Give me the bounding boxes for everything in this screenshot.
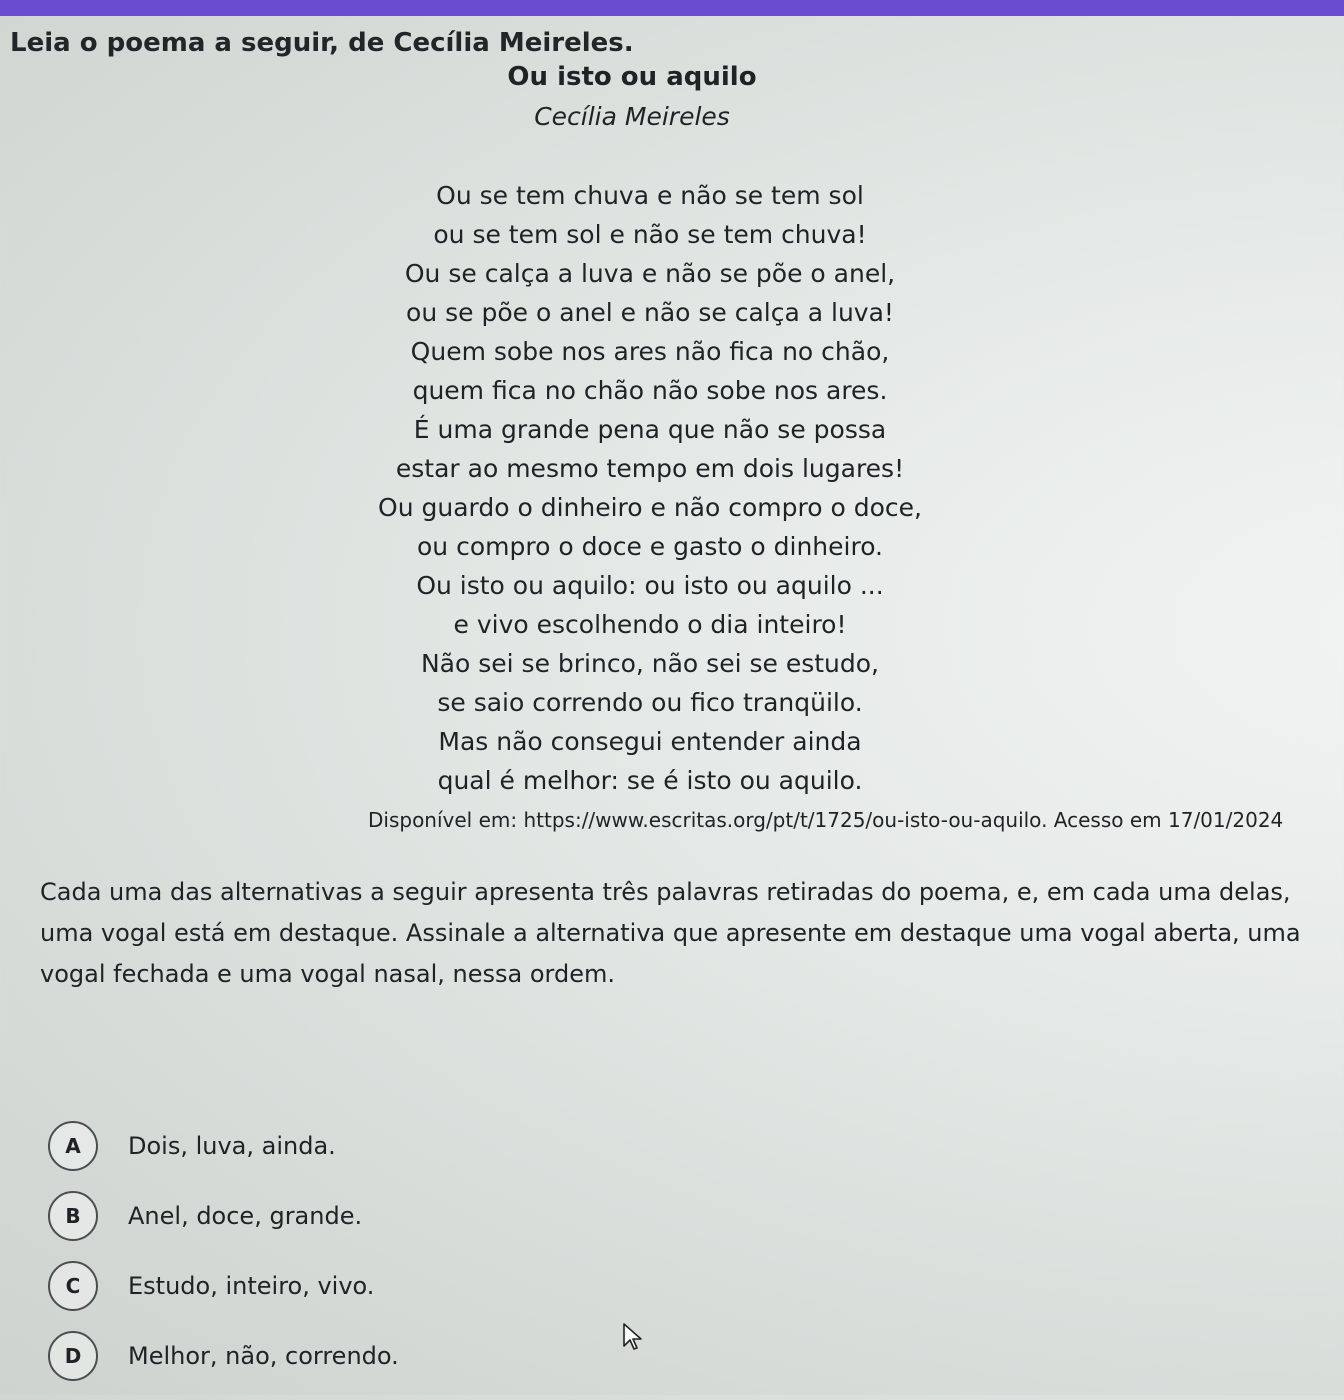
question-text: Cada uma das alternativas a seguir apresenta três palavras retiradas do poema, e, em cada uma delas, uma vogal está em destaque. Assinale a alternativa que apresente em destaque uma vogal aberta, uma vogal fechada e uma vogal nasal, nessa ordem.: [40, 878, 1301, 988]
poem-title: Ou isto ou aquilo: [507, 62, 757, 92]
option-d-letter: D: [48, 1331, 98, 1381]
poem-verse: Não sei se brinco, não sei se estudo,: [420, 649, 879, 678]
poem-source: Disponível em: https://www.escritas.org/pt/t/1725/ou-isto-ou-aquilo. Acesso em 17/01/2024: [368, 808, 1284, 832]
top-bar: [0, 0, 1344, 16]
option-b-text: Anel, doce, grande.: [128, 1202, 363, 1230]
poem-verse: É uma grande pena que não se possa: [413, 415, 887, 444]
poem-verse: e vivo escolhendo o dia inteiro!: [453, 610, 847, 639]
poem-verse: Ou guardo o dinheiro e não compro o doce,: [378, 493, 922, 522]
poem-verse: qual é melhor: se é isto ou aquilo.: [437, 766, 863, 795]
mouse-pointer-icon: [622, 1322, 644, 1352]
option-c-letter: C: [48, 1261, 98, 1311]
poem-verse: ou se põe o anel e não se calça a luva!: [406, 298, 894, 327]
poem-verse: estar ao mesmo tempo em dois lugares!: [395, 454, 905, 483]
option-b[interactable]: [48, 1190, 399, 1242]
option-a-letter: A: [48, 1121, 98, 1171]
poem-verse: Mas não consegui entender ainda: [438, 727, 862, 756]
option-b-letter: B: [48, 1191, 98, 1241]
poem-author: Cecília Meireles: [534, 102, 730, 131]
poem-verse: se saio correndo ou fico tranqüilo.: [437, 688, 863, 717]
option-d-text: Melhor, não, correndo.: [128, 1342, 399, 1370]
poem-verses: [0, 176, 1300, 800]
poem-verse: ou compro o doce e gasto o dinheiro.: [417, 532, 883, 561]
option-c[interactable]: [48, 1260, 399, 1312]
option-d[interactable]: [48, 1330, 399, 1382]
poem-verse: Ou isto ou aquilo: ou isto ou aquilo ...: [416, 571, 884, 600]
option-a-text: Dois, luva, ainda.: [128, 1132, 336, 1160]
poem-verse: Ou se calça a luva e não se põe o anel,: [404, 259, 896, 288]
poem-verse: quem fica no chão não sobe nos ares.: [412, 376, 888, 405]
intro-text: Leia o poema a seguir, de Cecília Meireles.: [10, 28, 634, 58]
poem-verse: Ou se tem chuva e não se tem sol: [436, 181, 864, 210]
poem-verse: Quem sobe nos ares não fica no chão,: [410, 337, 890, 366]
option-c-text: Estudo, inteiro, vivo.: [128, 1272, 375, 1300]
poem-verse: ou se tem sol e não se tem chuva!: [433, 220, 867, 249]
option-a[interactable]: [48, 1120, 399, 1172]
answer-options: [48, 1120, 399, 1400]
